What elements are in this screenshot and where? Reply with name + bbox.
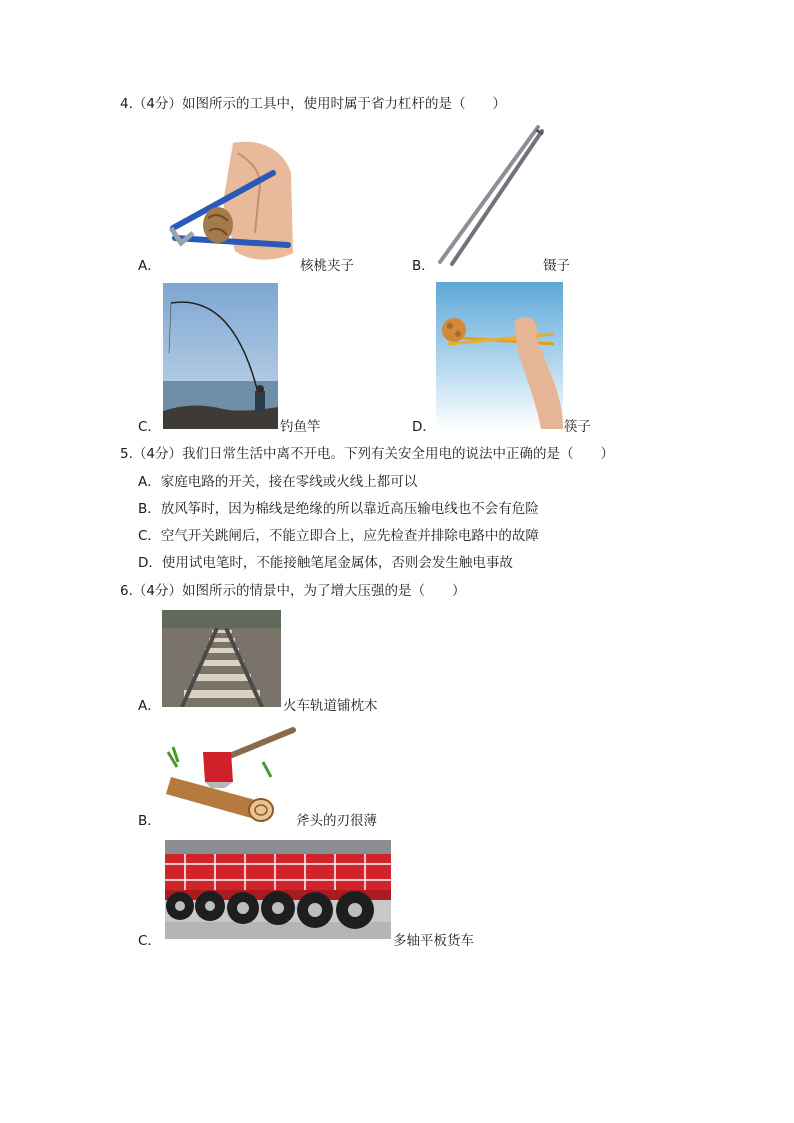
question-5-option-c: C．空气开关跳闸后，不能立即合上，应先检查并排除电路中的故障 [138,528,539,544]
option-b-caption: 镊子 [543,258,570,274]
question-6-stem: 6.（4分）如图所示的情景中，为了增大压强的是（ ） [120,583,466,599]
option-a-caption: 核桃夹子 [300,258,354,274]
question-6-option-c-caption: 多轴平板货车 [393,933,474,949]
option-d-letter: D． [412,419,436,435]
question-5-stem: 5.（4分）我们日常生活中离不开电。下列有关安全用电的说法中正确的是（ ） [120,446,614,462]
railway-image [162,610,281,707]
option-d-caption: 筷子 [564,419,591,435]
question-4-stem: 4.（4分）如图所示的工具中，使用时属于省力杠杆的是（ ） [120,96,506,112]
question-5-option-a: A．家庭电路的开关，接在零线或火线上都可以 [138,474,418,490]
option-a-letter: A． [138,258,161,274]
question-5-option-d: D．使用试电笔时，不能接触笔尾金属体，否则会发生触电事故 [138,555,513,571]
nutcracker-image [163,133,297,267]
chopsticks-image [436,282,563,429]
truck-image [165,840,391,939]
option-b-letter: B． [412,258,435,274]
fishing-rod-image [163,283,278,429]
question-6-option-a-caption: 火车轨道铺枕木 [283,698,378,714]
question-5-option-b: B．放风筝时，因为棉线是绝缘的所以靠近高压输电线也不会有危险 [138,501,539,517]
tweezers-image [432,122,548,267]
question-6-option-b-letter: B． [138,813,161,829]
question-6-option-b-caption: 斧头的刃很薄 [296,813,377,829]
question-6-option-a-letter: A． [138,698,161,714]
question-6-option-c-letter: C． [138,933,161,949]
option-c-letter: C． [138,419,161,435]
option-c-caption: 钓鱼竿 [280,419,321,435]
axe-image [163,722,296,822]
